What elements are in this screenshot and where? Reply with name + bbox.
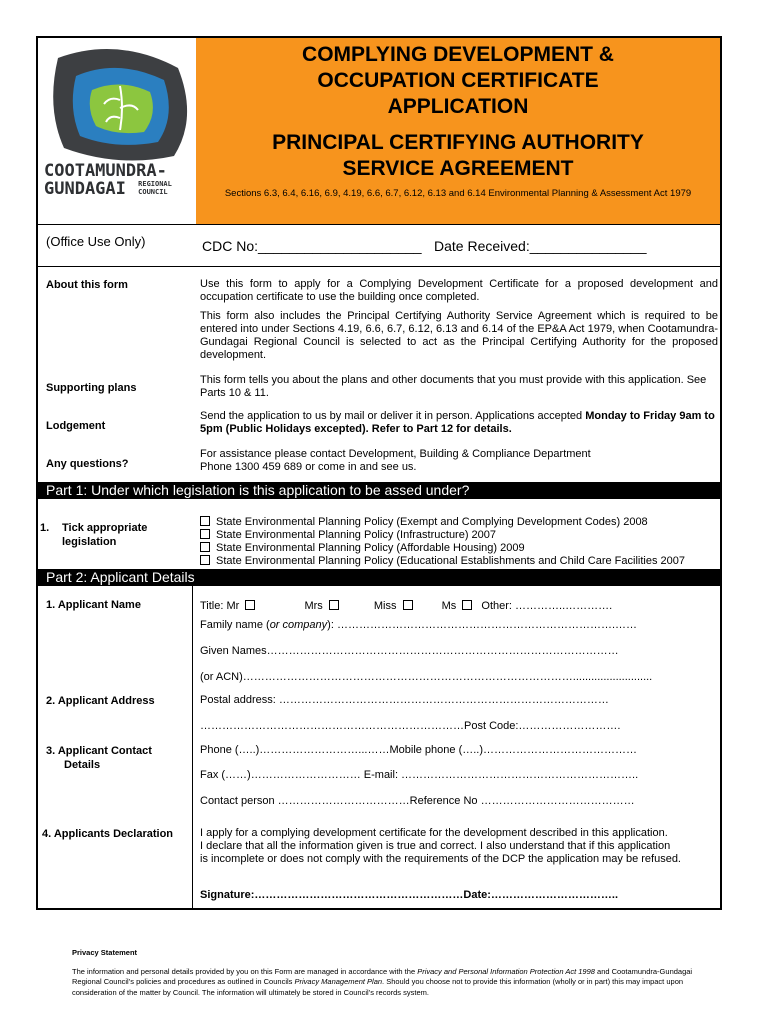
questions-text (200, 448, 718, 474)
questions-label: Any questions? (46, 458, 129, 470)
declaration-line2: I declare that all the information given is true and correct. I also understand that if this application (200, 840, 671, 852)
mrs-label: Mrs (304, 600, 323, 612)
part1-label (62, 521, 147, 549)
applicant-contact-label (46, 744, 152, 772)
subtitle-line2: SERVICE AGREEMENT (342, 157, 574, 180)
checkbox[interactable] (200, 542, 210, 552)
declaration-line3: is incomplete or does not comply with the requirements of the DCP the application may be refused. (200, 853, 681, 865)
part1-label-line2: legislation (62, 536, 117, 548)
supporting-label: Supporting plans (46, 382, 137, 394)
title-banner (196, 38, 720, 224)
supporting-text: This form tells you about the plans and other documents that you must provide with this application. See Parts 10 & 11. (200, 374, 707, 399)
subtitle-line1: PRINCIPAL CERTIFYING AUTHORITY (272, 131, 644, 154)
legislation-options (200, 516, 720, 568)
title-line1: COMPLYING DEVELOPMENT & (302, 43, 614, 66)
questions-line1: For assistance please contact Development, Building & Compliance Department (200, 448, 591, 460)
questions-line2: Phone 1300 459 689 or come in and see us. (200, 461, 417, 473)
privacy-statement (72, 948, 712, 998)
logo-text (44, 162, 199, 198)
privacy-text-2: and Cootamundra-Gundagai Regional Council’s policies and procedures as outlined in Councils (72, 966, 693, 986)
council-logo (38, 38, 196, 224)
office-use-label: (Office Use Only) (46, 234, 146, 249)
postal-address-field[interactable]: Postal address: ……………………………………………………………………………… (200, 694, 609, 706)
part2-heading: Part 2: Applicant Details (38, 569, 720, 586)
title-miss-checkbox[interactable] (403, 600, 413, 610)
post-code-field[interactable]: ………………………………………………………………Post Code:………………………. (200, 720, 621, 732)
option-label: State Environmental Planning Policy (Educational Establishments and Child Care Facilities 2007 (216, 555, 685, 567)
applicant-address-label: 2. Applicant Address (46, 695, 155, 707)
phone-field[interactable]: Phone (…..)………………………...……Mobile phone (…..)…………………………………… (200, 744, 638, 756)
title-ms-checkbox[interactable] (462, 600, 472, 610)
checkbox[interactable] (200, 516, 210, 526)
acn-field[interactable]: (or ACN)……………………………………………………………………………….......................... (200, 671, 653, 683)
part1-number: 1. (40, 522, 50, 534)
title-mr-checkbox[interactable] (245, 600, 255, 610)
option-label: State Environmental Planning Policy (Exempt and Complying Development Codes) 2008 (216, 516, 648, 528)
cdc-number-field[interactable]: CDC No:_____________________ (202, 238, 422, 254)
logo-line2: GUNDAGAI (44, 179, 126, 199)
title-row (200, 600, 612, 613)
ms-label: Ms (441, 600, 457, 612)
legislation-option[interactable] (200, 529, 720, 542)
given-names-field[interactable]: Given Names…………………………………………………………………………………… (200, 645, 619, 657)
declaration-text (200, 827, 720, 866)
logo-council: COUNCIL (138, 188, 168, 196)
title-line2: OCCUPATION CERTIFICATE (317, 69, 599, 92)
title-label: Title: Mr (200, 600, 240, 612)
privacy-heading: Privacy Statement (72, 948, 138, 957)
act-sections: Sections 6.3, 6.4, 6.16, 6.9, 4.19, 6.6, 6.7, 6.12, 6.13 and 6.14 Environmental Planning & Assessment Act 1979 (224, 188, 692, 199)
about-label: About this form (46, 279, 128, 291)
lodgement-text-a: Send the application to us by mail or deliver it in person. Applications accepted (200, 410, 586, 422)
privacy-text (72, 967, 712, 999)
logo-line1: COOTAMUNDRA- (44, 161, 167, 181)
lodgement-text-bold: Monday to Friday 9am to 5pm (Public Holidays excepted). Refer to Part 12 for details. (200, 410, 715, 435)
option-label: State Environmental Planning Policy (Infrastructure) 2007 (216, 529, 497, 541)
title-line3: APPLICATION (387, 95, 529, 118)
option-label: State Environmental Planning Policy (Affordable Housing) 2009 (216, 542, 525, 554)
checkbox[interactable] (200, 529, 210, 539)
logo-regional: REGIONAL (138, 180, 172, 188)
part1-heading: Part 1: Under which legislation is this application to be assed under? (38, 482, 720, 499)
fax-email-field[interactable]: Fax (……)………………………… E-mail: ……………………………………………………….. (200, 769, 639, 781)
declaration-label: 4. Applicants Declaration (42, 828, 174, 840)
contact-person-field[interactable]: Contact person ………………………………Reference No …………………………………… (200, 795, 635, 807)
privacy-plan-name: Privacy Management Plan (294, 977, 383, 986)
page-subtitle (196, 130, 720, 182)
title-mrs-checkbox[interactable] (329, 600, 339, 610)
lodgement-label: Lodgement (46, 420, 106, 432)
family-name-label: Family name ( (200, 619, 270, 631)
declaration-line1: I apply for a complying development certificate for the development described in this application. (200, 827, 668, 839)
title-other-field[interactable]: Other: …………..…………. (481, 600, 613, 612)
privacy-act-name: Privacy and Personal Information Protection Act 1998 (417, 966, 595, 976)
or-company-label: or company (269, 619, 328, 631)
contact-label-line2: Details (64, 759, 101, 771)
miss-label: Miss (373, 600, 397, 612)
privacy-text-1: The information and personal details provided by you on this Form are managed in accordance with the (72, 966, 418, 976)
lodgement-text (200, 410, 720, 436)
part1-label-line1: Tick appropriate (62, 522, 148, 534)
page-title (196, 42, 720, 120)
form-frame (36, 36, 722, 910)
contact-label-line1: 3. Applicant Contact (46, 745, 152, 757)
family-name-field[interactable] (200, 619, 637, 632)
signature-date-field[interactable]: Signature:…………………………………………………Date:…………………………….. (200, 889, 619, 901)
privacy-text-3: . Should you choose not to provide this information (wholly or in part) this may impact upon consideration of the matter by Council. The information will ultimately be stored in Council’s records system. (72, 977, 684, 997)
date-received-field[interactable]: Date Received:_______________ (434, 238, 647, 254)
family-name-dots: ): ………………………………………………………………….…… (327, 619, 638, 631)
legislation-option[interactable] (200, 516, 720, 529)
legislation-option[interactable] (200, 555, 720, 568)
legislation-option[interactable] (200, 542, 720, 555)
about-text-2: This form also includes the Principal Certifying Authority Service Agreement which is required to be entered into under Sections 4.19, 6.6, 6.7, 6.12, 6.13 and 6.14 of the EP&A Act 1979, when Cootamundra-Gundagai Regional Council is selected to act as the Principal Certifying Authority for the proposed development. (200, 310, 718, 361)
applicant-name-label: 1. Applicant Name (46, 599, 141, 611)
about-text-1: Use this form to apply for a Complying Development Certificate for a proposed development and occupation certificate to use the building once completed. (200, 278, 718, 303)
checkbox[interactable] (200, 555, 210, 565)
